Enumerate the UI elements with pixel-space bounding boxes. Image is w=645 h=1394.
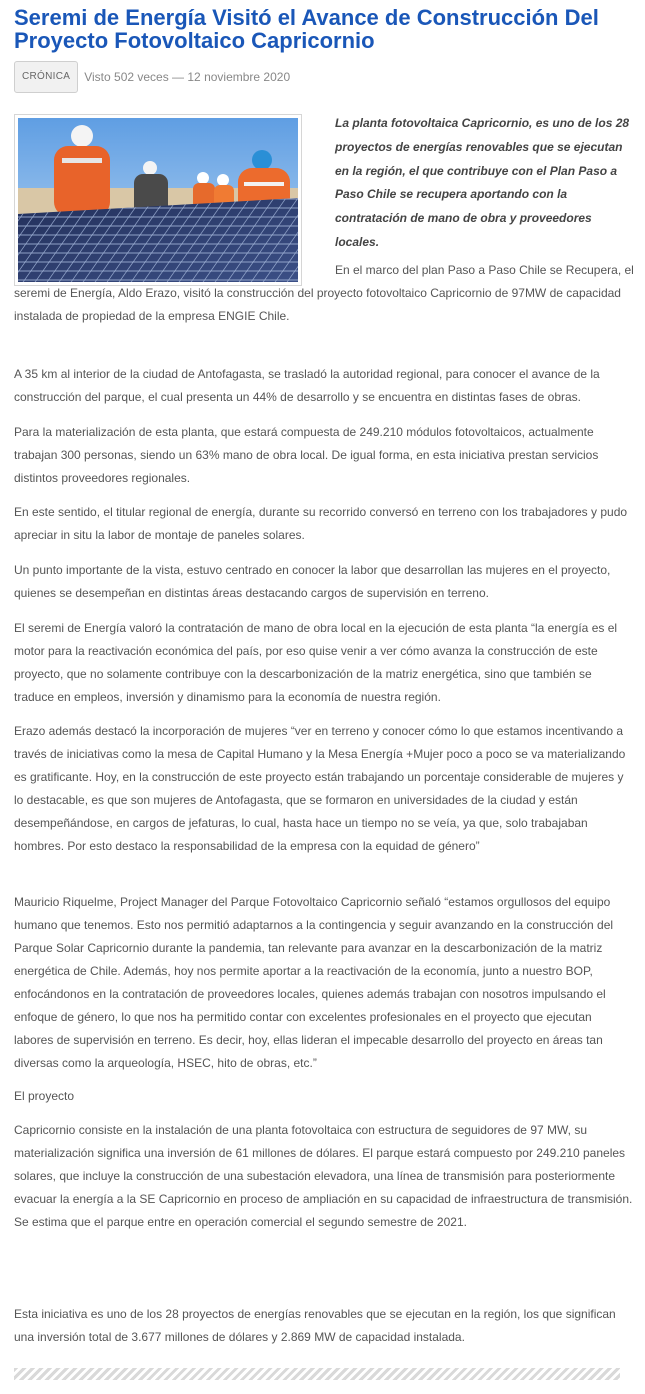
article-lead: La planta fotovoltaica Capricornio, es uno de los 28 proyectos de energías renovables que se ejecutan en la región, el que contribuye con el Plan Paso a Paso Chile se recupera aportando con la contratación de mano de obra y proveedores locales.: [335, 116, 630, 249]
paragraph: Erazo además destacó la incorporación de mujeres “ver en terreno y conocer cómo lo que estamos incentivando a través de iniciativas como la mesa de Capital Humano y la Mesa Energía +Mujer poco a poco se va materializando es gratificante. Hoy, en la construcción de este proyecto están trabajando un porcentaje considerable de mujeres y lo destacable, es que son mujeres de Antofagasta, que se formaron en universidades de la ciudad y están desempeñándose, en cargos de jefaturas, lo cual, hasta hace un tiempo no se veía, ya que, solo trabajaban hombres. Por esto destaco la responsabilidad de la empresa con la equidad de género”: [14, 724, 626, 853]
paragraph: En este sentido, el titular regional de energía, durante su recorrido conversó en terreno con los trabajadores y pudo apreciar in situ la labor de montaje de paneles solares.: [14, 505, 628, 542]
article-title[interactable]: Seremi de Energía Visitó el Avance de Construcción Del Proyecto Fotovoltaico Capricornio: [14, 5, 599, 53]
paragraph: Un punto importante de la vista, estuvo centrado en conocer la labor que desarrollan las mujeres en el proyecto, quienes se desempeñan en distintas áreas destacando cargos de supervisión en terreno.: [14, 563, 611, 600]
paragraph: Capricornio consiste en la instalación de una planta fotovoltaica con estructura de seguidores de 97 MW, su materialización significa una inversión de 61 millones de dólares. El parque estará compuesto por 249.210 paneles solares, que incluye la construcción de una subestación elevadora, una línea de transmisión para posteriormente evacuar la energía a la SE Capricornio en proceso de ampliación en su capacidad de infraestructura de transmisión. Se estima que el parque entre en operación comercial el segundo semestre de 2021.: [14, 1123, 633, 1229]
divider: [14, 1368, 620, 1380]
solar-workers-image: [18, 118, 298, 282]
paragraph: A 35 km al interior de la ciudad de Antofagasta, se trasladó la autoridad regional, para conocer el avance de la construcción del parque, el cual presenta un 44% de desarrollo y se encuentra en distintas fases de obras.: [14, 367, 600, 404]
paragraph: Para la materialización de esta planta, que estará compuesta de 249.210 módulos fotovoltaicos, actualmente trabajan 300 personas, siendo un 63% mano de obra local. De igual forma, en esta iniciativa prestan servicios distintos proveedores regionales.: [14, 425, 599, 485]
paragraph: Mauricio Riquelme, Project Manager del Parque Fotovoltaico Capricornio señaló “estamos orgullosos del equipo humano que tenemos. Esto nos permitió adaptarnos a la contingencia y seguir avanzando en la construcción del Parque Solar Capricornio durante la pandemia, tan relevante para avanzar en la descarbonización de la matriz energética de Chile. Además, hoy nos permite aportar a la reactivación de la economía, junto a nuestro BOP, enfocándonos en la contratación de proveedores locales, quienes además trabajan con nosotros impulsando el enfoque de género, lo que nos ha permitido contar con excelentes profesionales en el proyecto que ejecutan labores de supervisión en terreno. Es decir, hoy, ellas lideran el impecable desarrollo del proyecto en áreas tan diversas como la arqueología, HSEC, hito de obras, etc.”: [14, 895, 614, 1070]
article-meta: [14, 61, 290, 93]
paragraph: Esta iniciativa es uno de los 28 proyectos de energías renovables que se ejecutan en la región, los que significan una inversión total de 3.677 millones de dólares y 2.869 MW de capacidad instalada.: [14, 1307, 616, 1344]
subheading: El proyecto: [14, 1089, 75, 1103]
category-badge[interactable]: CRÓNICA: [14, 61, 78, 93]
views-date: Visto 502 veces — 12 noviembre 2020: [84, 70, 291, 84]
paragraph: El seremi de Energía valoró la contratación de mano de obra local en la ejecución de esta planta “la energía es el motor para la reactivación económica del país, por eso quise venir a ver cómo avanza la construcción de este proyecto, que no solamente contribuye con la descarbonización de la matriz energética, sino que también se traduce en empleos, inversión y dinamismo para la economía de nuestra región.: [14, 621, 618, 704]
paragraph: En el marco del plan Paso a Paso Chile se Recupera, el seremi de Energía, Aldo Erazo, visitó la construcción del proyecto fotovoltaico Capricornio de 97MW de capacidad instalada de propiedad de la empresa ENGIE Chile.: [14, 263, 634, 323]
